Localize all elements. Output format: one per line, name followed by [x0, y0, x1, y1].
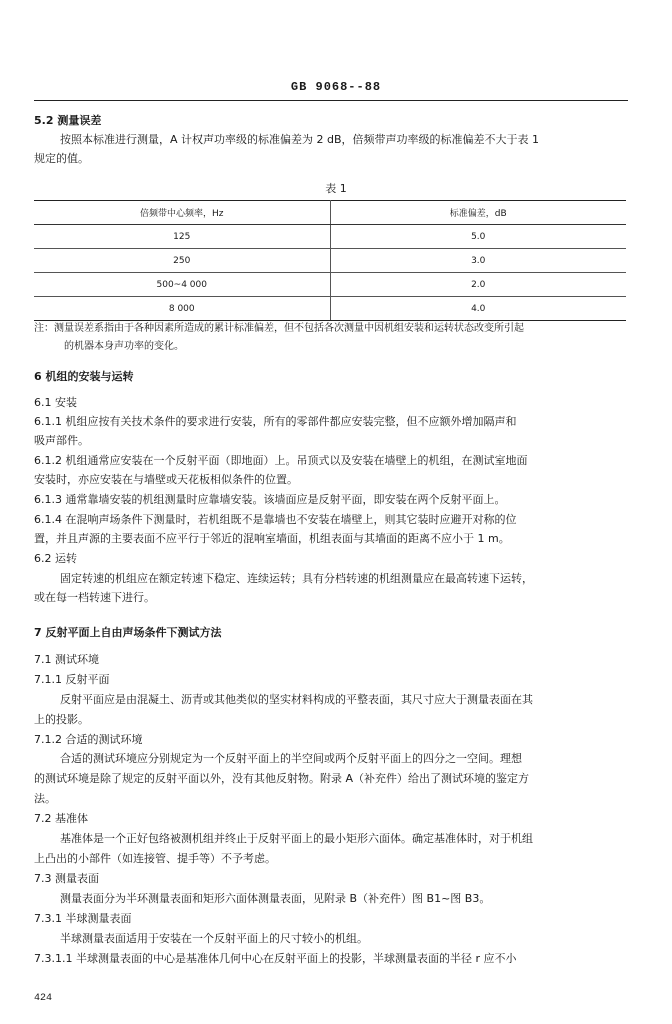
section-7-3-heading: 7.3 测量表面	[34, 872, 99, 885]
section-7-1-1-line-2: 上的投影。	[34, 713, 89, 726]
section-5-2-paragraph-line-1: 按照本标准进行测量，A 计权声功率级的标准偏差为 2 dB，倍频带声功率级的标准偏差不大于表 1	[60, 133, 540, 146]
table-cell-frequency: 8 000	[34, 297, 330, 321]
section-7-1-2-line-3: 法。	[34, 792, 56, 805]
section-7-2-line-1: 基准体是一个正好包络被测机组并终止于反射平面上的最小矩形六面体。确定基准体时，对于机组	[60, 832, 533, 845]
table-row	[34, 297, 626, 321]
section-7-1-1-heading: 7.1.1 反射平面	[34, 673, 110, 686]
table-cell-frequency: 250	[34, 249, 330, 273]
section-6-2-line-1: 固定转速的机组应在额定转速下稳定、连续运转；具有分档转速的机组测量应在最高转速下运转，	[60, 572, 533, 585]
table-header-frequency: 倍频带中心频率，Hz	[34, 201, 330, 225]
table-1	[34, 200, 626, 321]
section-6-2-heading: 6.2 运转	[34, 552, 77, 565]
section-7-1-2-heading: 7.1.2 合适的测试环境	[34, 733, 143, 746]
section-6-1-2-line-1: 6.1.2 机组通常应安装在一个反射平面（即地面）上。吊顶式以及安装在墙壁上的机组，在测试室地面	[34, 454, 528, 467]
section-7-2-heading: 7.2 基准体	[34, 812, 88, 825]
section-6-1-1-line-2: 吸声部件。	[34, 434, 89, 447]
section-6-2-line-2: 或在每一档转速下进行。	[34, 591, 155, 604]
section-7-1-2-line-1: 合适的测试环境应分别规定为一个反射平面上的半空间或两个反射平面上的四分之一空间。理想	[60, 752, 522, 765]
table-row	[34, 249, 626, 273]
section-7-3-line-1: 测量表面分为半环测量表面和矩形六面体测量表面，见附录 B（补充件）图 B1~图 B3。	[60, 892, 491, 905]
table-row	[34, 273, 626, 297]
standard-number-header: GB 9068--88	[290, 80, 382, 94]
header-rule	[34, 100, 628, 101]
table-row	[34, 225, 626, 249]
section-6-1-2-line-2: 安装时，亦应安装在与墙壁或天花板相似条件的位置。	[34, 473, 298, 486]
section-7-1-heading: 7.1 测试环境	[34, 653, 99, 666]
section-7-1-1-line-1: 反射平面应是由混凝土、沥青或其他类似的坚实材料构成的平整表面，其尺寸应大于测量表面在其	[60, 693, 533, 706]
table-cell-frequency: 500~4 000	[34, 273, 330, 297]
table-cell-std-deviation: 5.0	[330, 225, 626, 249]
table-cell-std-deviation: 4.0	[330, 297, 626, 321]
section-7-3-1-1-line-1: 7.3.1.1 半球测量表面的中心是基准体几何中心在反射平面上的投影，半球测量表面的半径 r 应不小	[34, 952, 517, 965]
table-cell-frequency: 125	[34, 225, 330, 249]
section-6-1-4-line-2: 置，并且声源的主要表面不应平行于邻近的混响室墙面，机组表面与其墙面的距离不应小于 1 m。	[34, 532, 510, 545]
section-6-1-4-line-1: 6.1.4 在混响声场条件下测量时，若机组既不是靠墙也不安装在墙壁上，则其它装时应避开对称的位	[34, 513, 517, 526]
table-header-std-deviation: 标准偏差，dB	[330, 201, 626, 225]
section-6-1-3: 6.1.3 通常靠墙安装的机组测量时应靠墙安装。该墙面应是反射平面，即安装在两个反射平面上。	[34, 493, 506, 506]
table-cell-std-deviation: 2.0	[330, 273, 626, 297]
section-7-3-1-heading: 7.3.1 半球测量表面	[34, 912, 132, 925]
section-6-1-1-line-1: 6.1.1 机组应按有关技术条件的要求进行安装，所有的零部件都应安装完整，但不应额外增加隔声和	[34, 415, 517, 428]
table-1-note-line-2: 的机器本身声功率的变化。	[64, 341, 184, 352]
section-5-2-paragraph-line-2: 规定的值。	[34, 152, 89, 165]
section-7-2-line-2: 上凸出的小部件（如连接管、提手等）不予考虑。	[34, 852, 276, 865]
table-1-caption: 表 1	[325, 182, 347, 195]
table-header-row	[34, 201, 626, 225]
section-6-1-heading: 6.1 安装	[34, 396, 77, 409]
section-6-heading: 6 机组的安装与运转	[34, 370, 134, 383]
section-7-heading: 7 反射平面上自由声场条件下测试方法	[34, 626, 222, 639]
table-1-note-line-1: 注：测量误差系指由于各种因素所造成的累计标准偏差，但不包括各次测量中因机组安装和运转状态改变所引起	[34, 323, 524, 334]
table-cell-std-deviation: 3.0	[330, 249, 626, 273]
section-7-3-1-line-1: 半球测量表面适用于安装在一个反射平面上的尺寸较小的机组。	[60, 932, 368, 945]
section-5-2-heading: 5.2 测量误差	[34, 114, 102, 127]
section-7-1-2-line-2: 的测试环境是除了规定的反射平面以外，没有其他反射物。附录 A（补充件）给出了测试环境的鉴定方	[34, 772, 530, 785]
page-number: 424	[34, 993, 53, 1004]
